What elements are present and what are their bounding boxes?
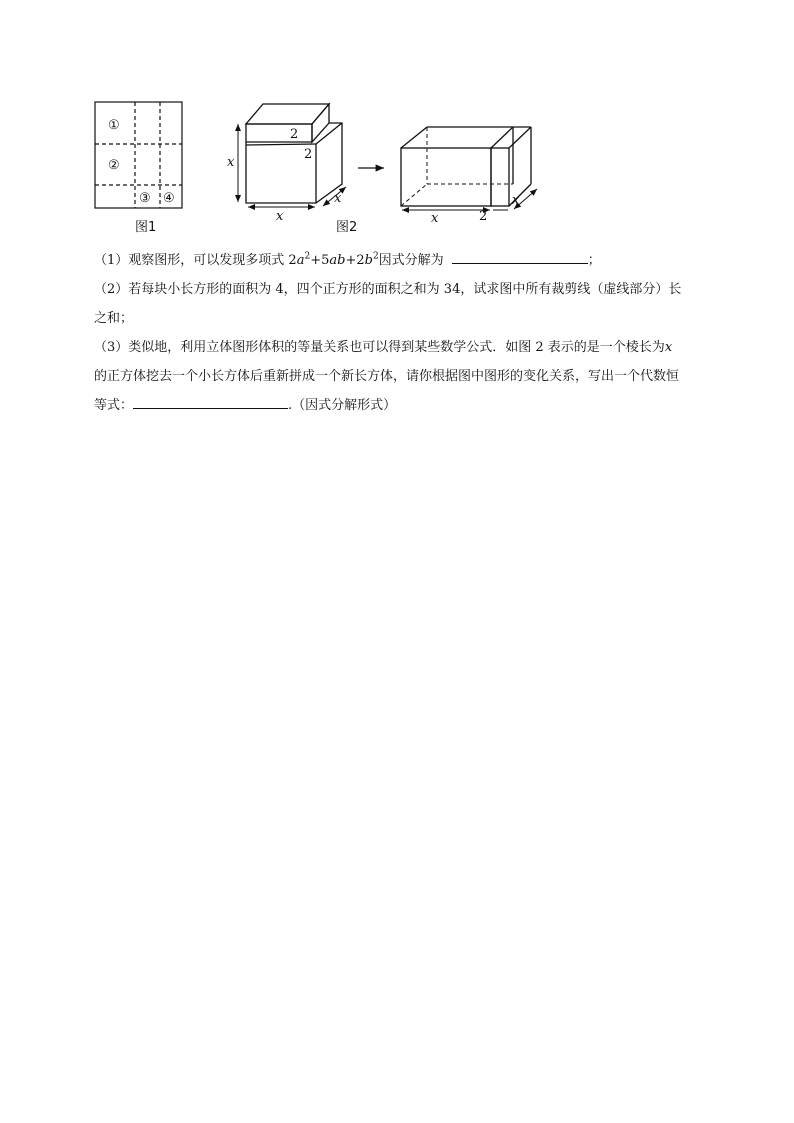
fig1-region-1: ① xyxy=(108,118,120,133)
fig1-label: 图1 xyxy=(135,220,157,235)
cuboid-top-left xyxy=(401,127,427,148)
q1-suffix: 因式分解为 xyxy=(378,253,444,268)
question-3-line-2: 的正方体挖去一个小长方体后重新拼成一个新长方体，请你根据图中图形的变化关系，写出一个代数恒 xyxy=(94,369,680,384)
fig2-block-label-2: 2 xyxy=(290,127,299,142)
cuboid-dim-x-depth: x xyxy=(512,193,520,208)
questions xyxy=(94,246,724,420)
figures-svg xyxy=(88,96,528,236)
q1-mid-2: +2 xyxy=(345,253,365,268)
fig2-dim-x-left: x xyxy=(227,155,235,170)
q3-answer-blank[interactable] xyxy=(133,394,288,409)
cuboid-hidden-d xyxy=(401,184,427,206)
fig1-region-4: ④ xyxy=(163,191,175,206)
question-2-line-1: （2）若每块小长方形的面积为 4，四个正方形的面积之和为 34，试求图中所有裁剪线（虚线部分）长 xyxy=(94,282,682,297)
question-3-line-1 xyxy=(94,333,724,362)
question-2-line-2: 之和； xyxy=(94,311,134,326)
cube-top-edge xyxy=(246,144,316,145)
fig2-label: 图2 xyxy=(336,220,358,235)
q1-var-a: a xyxy=(296,253,305,268)
q1-prefix: （1）观察图形，可以发现多项式 2 xyxy=(94,253,297,268)
q1-sup-1: 2 xyxy=(304,251,311,262)
q1-answer-blank[interactable] xyxy=(452,249,588,264)
cuboid-front-right xyxy=(491,148,509,206)
q3-line3-prefix: 等式： xyxy=(94,398,134,413)
cuboid-dim-2: 2 xyxy=(479,209,488,224)
figure-2-cube xyxy=(246,104,342,203)
question-1 xyxy=(94,246,724,275)
q1-sup-2: 2 xyxy=(372,251,379,262)
q1-var-ab: ab xyxy=(329,253,346,268)
fig2-cube-label-2: 2 xyxy=(304,147,313,162)
q3-line1-prefix: （3）类似地，利用立体图形体积的等量关系也可以得到某些数学公式．如图 2 表示的是一个棱长为 xyxy=(94,340,665,355)
fig2-dim-x-depth: x xyxy=(334,191,342,206)
question-3-line-3 xyxy=(94,391,724,420)
fig2-dim-x-bottom: x xyxy=(276,209,284,224)
q1-mid-1: +5 xyxy=(310,253,330,268)
q1-var-b: b xyxy=(364,253,373,268)
q1-end: ； xyxy=(587,253,601,268)
block-front-face xyxy=(246,124,312,142)
cuboid-front-left xyxy=(401,148,491,206)
fig1-region-2: ② xyxy=(108,158,120,173)
block-top-face xyxy=(246,104,329,124)
fig1-region-3: ③ xyxy=(139,191,151,206)
cuboid-dim-x: x xyxy=(431,211,439,226)
cuboid-top-mid xyxy=(491,127,513,148)
q3-var-x: x xyxy=(664,340,673,355)
q3-line3-suffix: .（因式分解形式） xyxy=(288,398,397,413)
figures-area xyxy=(88,96,528,236)
cuboid-top-right xyxy=(509,127,531,148)
